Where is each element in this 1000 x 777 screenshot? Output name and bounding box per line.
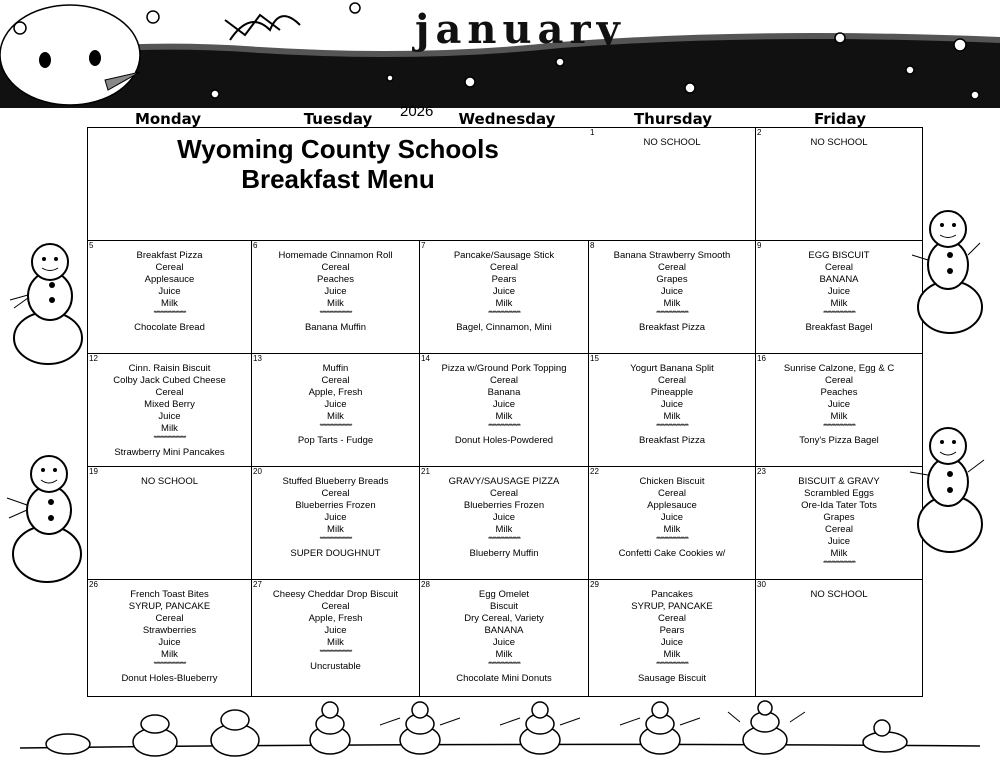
separator: ************************ bbox=[822, 311, 856, 317]
menu-item: Breakfast Pizza bbox=[136, 250, 203, 261]
alternate-item: Pop Tarts - Fudge bbox=[297, 435, 374, 446]
menu-item: Milk bbox=[161, 649, 178, 660]
day-number: 7 bbox=[421, 241, 426, 250]
menu-item: Juice bbox=[492, 286, 516, 297]
day-cell bbox=[589, 128, 756, 241]
title-line-2: Breakfast Menu bbox=[241, 164, 435, 194]
menu-item: Peaches bbox=[317, 274, 354, 285]
menu-items bbox=[756, 589, 922, 601]
separator: ************************ bbox=[153, 311, 186, 317]
separator: ************************ bbox=[319, 537, 352, 543]
day-number: 14 bbox=[421, 354, 430, 363]
menu-item: Grapes bbox=[823, 512, 855, 523]
day-cell bbox=[88, 354, 252, 467]
day-number: 27 bbox=[253, 580, 262, 589]
menu-item: Cinn. Raisin Biscuit bbox=[128, 363, 211, 374]
menu-items bbox=[589, 589, 755, 685]
menu-item: Juice bbox=[492, 399, 516, 410]
menu-item: Milk bbox=[663, 524, 681, 535]
menu-item: Juice bbox=[660, 286, 684, 297]
menu-item: Milk bbox=[327, 298, 344, 309]
menu-item: Sunrise Calzone, Egg & C bbox=[783, 363, 895, 374]
menu-item: NO SCHOOL bbox=[140, 476, 198, 487]
menu-item: Milk bbox=[830, 548, 848, 559]
day-cell bbox=[420, 467, 589, 580]
menu-item: Homemade Cinnamon Roll bbox=[278, 250, 393, 261]
alternate-item: Breakfast Pizza bbox=[639, 435, 705, 446]
separator: ************************ bbox=[153, 436, 186, 442]
day-cell bbox=[252, 354, 420, 467]
menu-items bbox=[589, 250, 755, 334]
separator: ************************ bbox=[487, 662, 521, 668]
separator: ************************ bbox=[822, 561, 856, 567]
menu-item: Pineapple bbox=[650, 387, 694, 398]
menu-item: Milk bbox=[327, 637, 344, 648]
menu-item: EGG BISCUIT bbox=[808, 250, 870, 261]
snowman-icon bbox=[910, 205, 990, 335]
alternate-item: Donut Holes-Powdered bbox=[454, 435, 554, 446]
day-number: 6 bbox=[253, 241, 258, 250]
menu-item: Milk bbox=[327, 524, 344, 535]
day-number: 8 bbox=[590, 241, 595, 250]
menu-item: Milk bbox=[663, 298, 681, 309]
day-number: 19 bbox=[89, 467, 98, 476]
menu-item: Juice bbox=[324, 625, 347, 636]
alternate-item: Sausage Biscuit bbox=[637, 673, 707, 684]
menu-item: Cereal bbox=[321, 601, 350, 612]
menu-item: Milk bbox=[161, 423, 178, 434]
day-number: 28 bbox=[421, 580, 430, 589]
day-header-tuesday: Tuesday bbox=[303, 110, 373, 128]
alternate-item: Bagel, Cinnamon, Mini bbox=[456, 322, 552, 333]
day-cell bbox=[756, 128, 922, 241]
separator: ************************ bbox=[822, 424, 856, 430]
alternate-item: Chocolate Bread bbox=[134, 322, 205, 333]
day-header-monday: Monday bbox=[134, 110, 202, 128]
menu-item: Pizza w/Ground Pork Topping bbox=[441, 363, 567, 374]
day-number: 1 bbox=[590, 128, 595, 137]
menu-item: Banana bbox=[487, 387, 521, 398]
day-number: 20 bbox=[253, 467, 262, 476]
alternate-item: Tony's Pizza Bagel bbox=[799, 435, 879, 446]
menu-item: Milk bbox=[663, 649, 681, 660]
day-cell bbox=[88, 580, 252, 696]
menu-item: Cereal bbox=[155, 387, 184, 398]
menu-item: Pancakes bbox=[651, 589, 693, 600]
menu-item: Grapes bbox=[656, 274, 688, 285]
menu-items bbox=[756, 250, 922, 334]
menu-item: French Toast Bites bbox=[130, 589, 209, 600]
menu-item: Cereal bbox=[825, 375, 853, 386]
menu-item: Juice bbox=[158, 286, 181, 297]
menu-item: Juice bbox=[324, 286, 347, 297]
day-number: 16 bbox=[757, 354, 766, 363]
menu-item: BISCUIT & GRAVY bbox=[798, 476, 880, 487]
menu-item: Cereal bbox=[155, 613, 184, 624]
menu-item: Milk bbox=[495, 649, 513, 660]
separator: ************************ bbox=[487, 537, 521, 543]
alternate-item: Banana Muffin bbox=[304, 322, 367, 333]
separator: ************************ bbox=[319, 311, 352, 317]
menu-item: Cereal bbox=[658, 375, 686, 386]
menu-items bbox=[589, 476, 755, 560]
month-heading: january bbox=[415, 6, 626, 53]
menu-item: SYRUP, PANCAKE bbox=[631, 601, 713, 612]
day-number: 23 bbox=[757, 467, 766, 476]
menu-item: Mixed Berry bbox=[144, 399, 195, 410]
menu-item: Applesauce bbox=[647, 500, 697, 511]
menu-item: Juice bbox=[158, 637, 181, 648]
day-cell bbox=[252, 467, 420, 580]
day-number: 29 bbox=[590, 580, 599, 589]
menu-item: Apple, Fresh bbox=[308, 387, 363, 398]
menu-item: Biscuit bbox=[490, 601, 518, 612]
separator: ************************ bbox=[487, 424, 521, 430]
menu-item: Milk bbox=[327, 411, 344, 422]
menu-item: Milk bbox=[495, 524, 513, 535]
menu-item: Milk bbox=[830, 411, 848, 422]
day-cell bbox=[589, 467, 756, 580]
day-cell bbox=[589, 580, 756, 696]
day-number: 12 bbox=[89, 354, 98, 363]
menu-item: Applesauce bbox=[144, 274, 195, 285]
separator: ************************ bbox=[319, 650, 352, 656]
menu-item: GRAVY/SAUSAGE PIZZA bbox=[448, 476, 560, 487]
menu-item: Juice bbox=[324, 399, 347, 410]
title-line-1: Wyoming County Schools bbox=[177, 134, 499, 164]
menu-item: Cereal bbox=[658, 488, 686, 499]
menu-item: Juice bbox=[492, 512, 516, 523]
day-cell bbox=[756, 580, 922, 696]
separator: ************************ bbox=[153, 662, 186, 668]
separator: ************************ bbox=[319, 424, 352, 430]
day-cell bbox=[420, 580, 589, 696]
menu-item: Pears bbox=[659, 625, 685, 636]
menu-item: Cereal bbox=[321, 488, 350, 499]
menu-items bbox=[589, 363, 755, 447]
menu-item: Cereal bbox=[658, 262, 686, 273]
menu-item: Juice bbox=[827, 536, 851, 547]
menu-item: NO SCHOOL bbox=[810, 589, 868, 600]
menu-items bbox=[756, 363, 922, 447]
day-cell bbox=[756, 241, 922, 354]
day-cell bbox=[420, 241, 589, 354]
alternate-item: Blueberry Muffin bbox=[469, 548, 539, 559]
menu-item: NO SCHOOL bbox=[810, 137, 868, 148]
alternate-item: SUPER DOUGHNUT bbox=[290, 548, 381, 559]
separator: ************************ bbox=[655, 537, 689, 543]
menu-item: Egg Omelet bbox=[478, 589, 530, 600]
menu-item: Cereal bbox=[490, 262, 518, 273]
day-number: 13 bbox=[253, 354, 262, 363]
menu-items bbox=[88, 476, 251, 488]
menu-items bbox=[252, 363, 419, 447]
day-number: 30 bbox=[757, 580, 766, 589]
separator: ************************ bbox=[487, 311, 521, 317]
menu-items bbox=[420, 476, 588, 560]
day-header-friday: Friday bbox=[813, 110, 866, 128]
menu-item: Juice bbox=[660, 637, 684, 648]
menu-item: Milk bbox=[830, 298, 848, 309]
year-label: 2026 bbox=[400, 103, 434, 120]
separator: ************************ bbox=[655, 424, 689, 430]
day-cell bbox=[589, 241, 756, 354]
alternate-item: Donut Holes-Blueberry bbox=[121, 673, 218, 684]
menu-item: Juice bbox=[660, 512, 684, 523]
snowman-icon bbox=[5, 450, 87, 585]
menu-item: Peaches bbox=[820, 387, 858, 398]
snowman-icon bbox=[908, 420, 993, 555]
day-cell bbox=[420, 128, 589, 241]
menu-item: Dry Cereal, Variety bbox=[464, 613, 544, 624]
menu-item: Juice bbox=[158, 411, 181, 422]
menu-item: Chicken Biscuit bbox=[639, 476, 705, 487]
menu-items bbox=[252, 476, 419, 560]
menu-item: Cereal bbox=[490, 375, 518, 386]
menu-item: Cereal bbox=[490, 488, 518, 499]
menu-item: Cheesy Cheddar Drop Biscuit bbox=[272, 589, 399, 600]
menu-item: Milk bbox=[495, 298, 513, 309]
menu-item: Milk bbox=[161, 298, 178, 309]
menu-item: Juice bbox=[827, 286, 851, 297]
menu-item: Juice bbox=[660, 399, 684, 410]
day-cell bbox=[88, 241, 252, 354]
menu-item: Cereal bbox=[658, 613, 686, 624]
menu-item: NO SCHOOL bbox=[643, 137, 701, 148]
day-header-wednesday: Wednesday bbox=[458, 110, 556, 128]
menu-item: Muffin bbox=[322, 363, 349, 374]
menu-items bbox=[756, 476, 922, 569]
snowman-icon bbox=[8, 240, 88, 365]
alternate-item: Chocolate Mini Donuts bbox=[456, 673, 552, 684]
day-cell bbox=[88, 467, 252, 580]
day-cell bbox=[756, 354, 922, 467]
day-number: 2 bbox=[757, 128, 762, 137]
alternate-item: Strawberry Mini Pancakes bbox=[114, 447, 225, 458]
menu-item: Juice bbox=[324, 512, 347, 523]
menu-item: Juice bbox=[827, 399, 851, 410]
menu-items bbox=[252, 589, 419, 673]
footer-snowmen bbox=[0, 700, 1000, 770]
day-number: 9 bbox=[757, 241, 762, 250]
menu-items bbox=[88, 250, 251, 334]
menu-item: Cereal bbox=[321, 262, 350, 273]
menu-item: Colby Jack Cubed Cheese bbox=[113, 375, 226, 386]
day-number: 5 bbox=[89, 241, 94, 250]
day-cell bbox=[252, 580, 420, 696]
menu-items bbox=[420, 363, 588, 447]
alternate-item: Breakfast Bagel bbox=[805, 322, 873, 333]
menu-item: Milk bbox=[663, 411, 681, 422]
menu-items bbox=[589, 137, 755, 149]
menu-item: Cereal bbox=[825, 524, 853, 535]
menu-item: Milk bbox=[495, 411, 513, 422]
menu-items bbox=[756, 137, 922, 149]
alternate-item: Confetti Cake Cookies w/ bbox=[618, 548, 726, 559]
day-number: 15 bbox=[590, 354, 599, 363]
menu-item: Pears bbox=[491, 274, 517, 285]
menu-items bbox=[88, 363, 251, 459]
menu-item: BANANA bbox=[484, 625, 524, 636]
menu-items bbox=[420, 589, 588, 685]
menu-item: Scrambled Eggs bbox=[804, 488, 874, 499]
day-cell bbox=[589, 354, 756, 467]
day-cell bbox=[252, 128, 420, 241]
menu-calendar bbox=[87, 127, 923, 697]
day-number: 21 bbox=[421, 467, 430, 476]
day-number: 22 bbox=[590, 467, 599, 476]
day-header-thursday: Thursday bbox=[633, 110, 713, 128]
menu-item: SYRUP, PANCAKE bbox=[128, 601, 211, 612]
alternate-item: Uncrustable bbox=[310, 661, 361, 672]
menu-item: Cereal bbox=[825, 262, 853, 273]
day-cell bbox=[252, 241, 420, 354]
menu-item: Banana Strawberry Smooth bbox=[613, 250, 731, 261]
menu-item: Yogurt Banana Split bbox=[630, 363, 714, 374]
day-cell bbox=[420, 354, 589, 467]
day-number: 26 bbox=[89, 580, 98, 589]
menu-item: Cereal bbox=[321, 375, 350, 386]
day-cell bbox=[756, 467, 922, 580]
menu-item: Blueberries Frozen bbox=[295, 500, 376, 511]
menu-items bbox=[420, 250, 588, 334]
menu-items bbox=[252, 250, 419, 334]
separator: ************************ bbox=[655, 311, 689, 317]
menu-item: Strawberries bbox=[142, 625, 197, 636]
menu-item: Pancake/Sausage Stick bbox=[453, 250, 555, 261]
menu-item: Apple, Fresh bbox=[308, 613, 363, 624]
menu-item: Cereal bbox=[155, 262, 184, 273]
menu-item: Ore-Ida Tater Tots bbox=[801, 500, 877, 511]
alternate-item: Breakfast Pizza bbox=[639, 322, 705, 333]
menu-items bbox=[88, 589, 251, 685]
menu-item: Stuffed Blueberry Breads bbox=[282, 476, 389, 487]
menu-item: Juice bbox=[492, 637, 516, 648]
separator: ************************ bbox=[655, 662, 689, 668]
menu-item: BANANA bbox=[819, 274, 859, 285]
day-cell bbox=[88, 128, 252, 241]
menu-item: Blueberries Frozen bbox=[463, 500, 545, 511]
